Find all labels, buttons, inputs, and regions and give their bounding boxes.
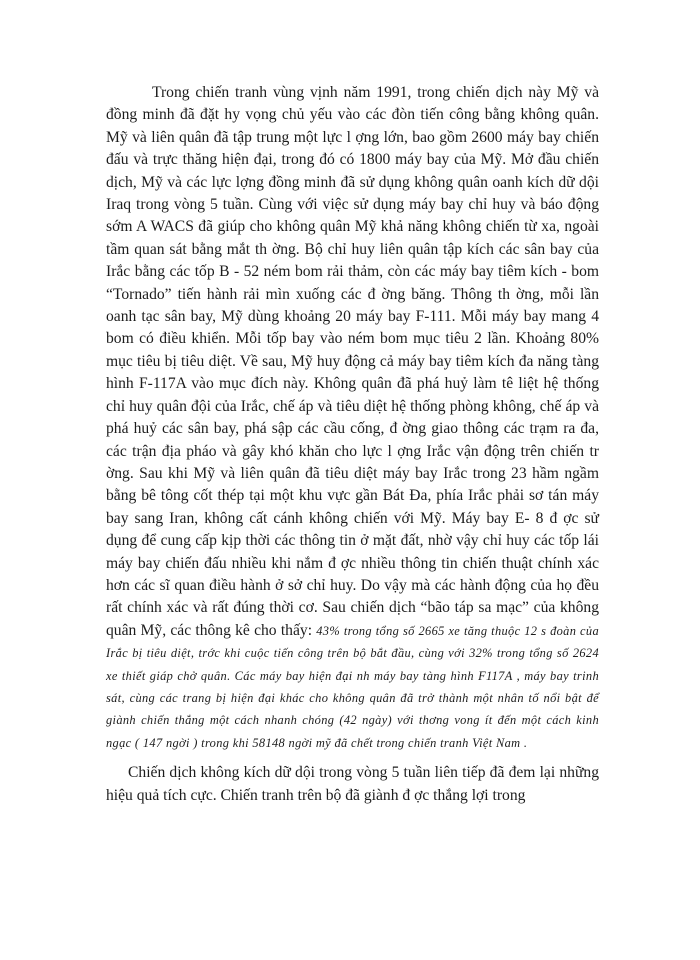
body-text [106, 82, 599, 807]
paragraph-1-text: Trong chiến tranh vùng vịnh năm 1991, trong chiến dịch này Mỹ và đồng minh đã đặt hy vọng chủ yếu vào các đòn tiến công bằng không quân. Mỹ và liên quân đã tập trung một lực l ợng lớn, bao gồm 2600 máy bay chiến đấu và trực thăng hiện đại, trong đó có 1800 máy bay của Mỹ. Mở đầu chiến dịch, Mỹ và các lực lợng đồng minh đã sử dụng không quân oanh kích dữ dội Iraq trong vòng 5 tuần. Cùng với việc sử dụng máy bay chỉ huy và báo động sớm A WACS đã giúp cho không quân Mỹ khả năng không chiến từ xa, ngoài tầm quan sát bằng mắt th ờng. Bộ chỉ huy liên quân tập kích các sân bay của Irắc bằng các tốp B - 52 ném bom rải thảm, còn các máy bay tiêm kích - bom “Tornado” tiến hành rải mìn xuống các đ ờng băng. Thông th ờng, mỗi lần oanh tạc sân bay, Mỹ dùng khoảng 20 máy bay F-111. Mỗi máy bay mang 4 bom có điều khiển. Mỗi tốp bay vào ném bom mục tiêu 2 lần. Khoảng 80% mục tiêu bị tiêu diệt. Về sau, Mỹ huy động cả máy bay tiêm kích đa năng tàng hình F-117A vào mục đích này. Không quân đã phá huỷ làm tê liệt hệ thống chỉ huy quân đội của Irắc, chế áp và tiêu diệt hệ thống phòng không, chế áp và phá huỷ các sân bay, phá sập các cầu cống, đ ờng giao thông các trạm ra đa, các trận địa pháo và gây khó khăn cho lực l ợng Irắc vận động trên chiến tr ờng. Sau khi Mỹ và liên quân đã tiêu diệt máy bay Irắc trong 23 hầm ngầm bằng bê tông cốt thép tại một khu vực gần Bát Đa, phía Irắc phải sơ tán máy bay sang Iran, không cất cánh không chiến với Mỹ. Máy bay E- 8 đ ợc sử dụng để cung cấp kịp thời các thông tin ở mặt đất, nhờ vậy chỉ huy các tốp lái máy bay chiến đấu nhiều khi nắm đ ợc nhiều thông tin chiến thuật chính xác hơn các sĩ quan điều hành ở sở chỉ huy. Do vậy mà các hành động của họ đều rất chính xác và rất đúng thời cơ. Sau chiến dịch “bão táp sa mạc” của không quân Mỹ, các thông kê cho thấy: [106, 84, 599, 639]
paragraph-2: Chiến dịch không kích dữ dội trong vòng 5 tuần liên tiếp đã đem lại những hiệu quả tích cực. Chiến tranh trên bộ đã giành đ ợc thắng lợi trong [106, 764, 599, 804]
paragraph-1-italic-statistics: 43% trong tổng số 2665 xe tăng thuộc 12 s đoàn của Irắc bị tiêu diệt, trớc khi cuộc tiến công trên bộ bắt đầu, cùng với 32% trong tổng số 2624 xe thiết giáp chở quân. Các máy bay hiện đại nh máy bay tàng hình F117A , máy bay trinh sát, cùng các trang bị hiện đại khác cho không quân đã trở thành một nhân tố nổi bật để giành chiến thắng một cách nhanh chóng (42 ngày) với thơng vong ít đến một cách kinh ngạc ( 147 ngời ) trong khi 58148 ngời mỹ đã chết trong chiến tranh Việt Nam . [106, 623, 599, 750]
paragraph-1 [106, 82, 599, 754]
